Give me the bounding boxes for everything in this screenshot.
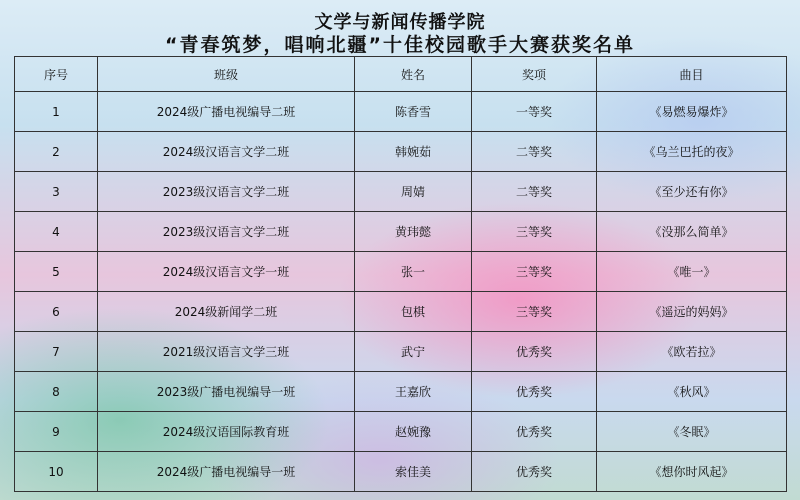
cell-name: 陈香雪 (355, 92, 472, 132)
cell-award: 优秀奖 (472, 332, 597, 372)
column-header-name: 姓名 (355, 57, 472, 92)
table-row (15, 292, 787, 332)
cell-song: 《秋风》 (597, 372, 787, 412)
cell-song: 《想你时风起》 (597, 452, 787, 492)
column-header-award: 奖项 (472, 57, 597, 92)
column-header-class: 班级 (98, 57, 355, 92)
cell-class: 2024级汉语言文学二班 (98, 132, 355, 172)
table-header-row (15, 57, 787, 92)
cell-class: 2024级新闻学二班 (98, 292, 355, 332)
award-table (14, 56, 787, 492)
cell-class: 2023级汉语言文学二班 (98, 172, 355, 212)
cell-song: 《唯一》 (597, 252, 787, 292)
table-row (15, 92, 787, 132)
cell-song: 《冬眠》 (597, 412, 787, 452)
cell-index: 6 (15, 292, 98, 332)
cell-song: 《至少还有你》 (597, 172, 787, 212)
cell-index: 9 (15, 412, 98, 452)
cell-class: 2021级汉语言文学三班 (98, 332, 355, 372)
table-row (15, 252, 787, 292)
cell-award: 二等奖 (472, 172, 597, 212)
table-row (15, 372, 787, 412)
column-header-index: 序号 (15, 57, 98, 92)
cell-class: 2024级广播电视编导二班 (98, 92, 355, 132)
cell-award: 三等奖 (472, 292, 597, 332)
cell-award: 三等奖 (472, 252, 597, 292)
cell-song: 《易燃易爆炸》 (597, 92, 787, 132)
cell-index: 10 (15, 452, 98, 492)
cell-award: 优秀奖 (472, 452, 597, 492)
table-row (15, 132, 787, 172)
cell-class: 2024级广播电视编导一班 (98, 452, 355, 492)
cell-index: 2 (15, 132, 98, 172)
page-subtitle: “青春筑梦，唱响北疆”十佳校园歌手大赛获奖名单 (165, 34, 635, 56)
cell-index: 4 (15, 212, 98, 252)
cell-name: 赵婉豫 (355, 412, 472, 452)
cell-song: 《欧若拉》 (597, 332, 787, 372)
cell-name: 索佳美 (355, 452, 472, 492)
cell-award: 三等奖 (472, 212, 597, 252)
cell-song: 《没那么简单》 (597, 212, 787, 252)
table-row (15, 332, 787, 372)
cell-award: 二等奖 (472, 132, 597, 172)
cell-song: 《遥远的妈妈》 (597, 292, 787, 332)
cell-song: 《乌兰巴托的夜》 (597, 132, 787, 172)
cell-name: 韩婉茹 (355, 132, 472, 172)
cell-class: 2024级汉语国际教育班 (98, 412, 355, 452)
cell-name: 张一 (355, 252, 472, 292)
cell-index: 7 (15, 332, 98, 372)
table-row (15, 172, 787, 212)
table-row (15, 412, 787, 452)
column-header-song: 曲目 (597, 57, 787, 92)
cell-index: 5 (15, 252, 98, 292)
table-row (15, 452, 787, 492)
cell-index: 3 (15, 172, 98, 212)
cell-class: 2023级广播电视编导一班 (98, 372, 355, 412)
cell-award: 一等奖 (472, 92, 597, 132)
cell-name: 包棋 (355, 292, 472, 332)
cell-index: 1 (15, 92, 98, 132)
cell-name: 黄玮懿 (355, 212, 472, 252)
cell-class: 2024级汉语言文学一班 (98, 252, 355, 292)
cell-award: 优秀奖 (472, 372, 597, 412)
cell-class: 2023级汉语言文学二班 (98, 212, 355, 252)
cell-name: 周婧 (355, 172, 472, 212)
cell-name: 武宁 (355, 332, 472, 372)
table-row (15, 212, 787, 252)
cell-award: 优秀奖 (472, 412, 597, 452)
cell-index: 8 (15, 372, 98, 412)
page-title: 文学与新闻传播学院 (314, 12, 486, 33)
cell-name: 王嘉欣 (355, 372, 472, 412)
